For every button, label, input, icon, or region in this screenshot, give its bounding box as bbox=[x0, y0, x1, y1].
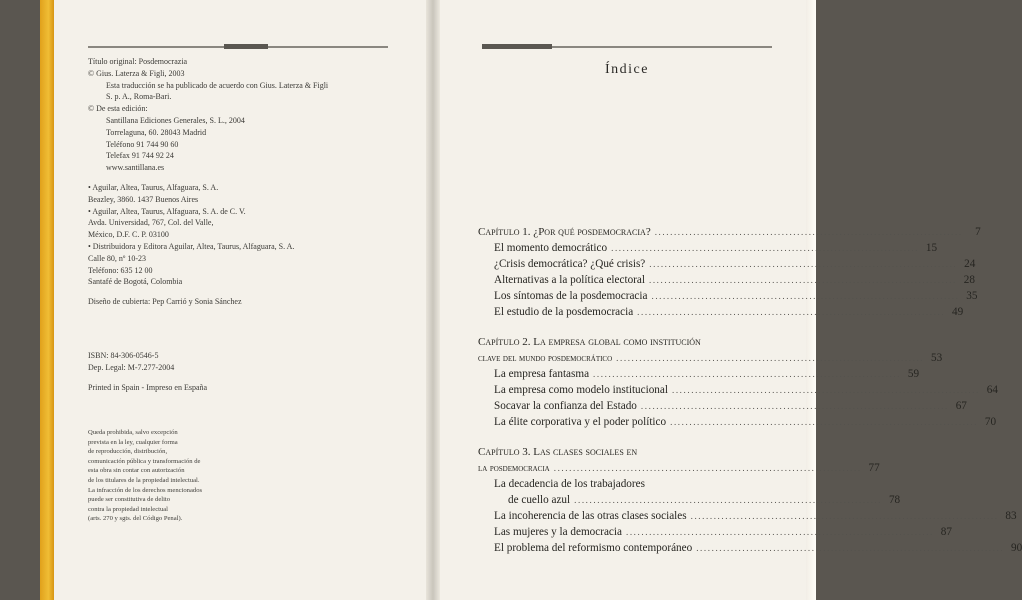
toc-leader-dots: ................................................................................ bbox=[648, 275, 957, 285]
imprint-line: Telefax 91 744 92 24 bbox=[106, 151, 174, 161]
distributor-line: México, D.F. C. P. 03100 bbox=[88, 230, 169, 240]
toc-leader-dots: ................................................................................ bbox=[616, 353, 925, 363]
legal-line: esta obra sin contar con autorización bbox=[88, 467, 185, 475]
distributor-line: Calle 80, nº 10-23 bbox=[88, 253, 147, 263]
distributor-line: • Aguilar, Altea, Taurus, Alfaguara, S. A. de C. V. bbox=[88, 206, 246, 216]
distributors bbox=[88, 182, 398, 288]
distributor-line: Teléfono: 635 12 00 bbox=[88, 265, 153, 275]
toc-page-number: 77 bbox=[868, 462, 880, 474]
toc-entry-title: clave del mundo posdemocrático bbox=[478, 353, 613, 364]
toc-entry-title: Socavar la confianza del Estado bbox=[494, 400, 637, 412]
legal-notice bbox=[88, 428, 248, 524]
toc-entry-title: La empresa como modelo institucional bbox=[494, 384, 668, 396]
toc-page-number: 35 bbox=[966, 290, 978, 302]
book-gutter bbox=[426, 0, 440, 600]
toc-leader-dots: ................................................................................ bbox=[593, 369, 902, 379]
toc-page-number: 83 bbox=[1005, 510, 1017, 522]
legal-line: (arts. 270 y sgts. del Código Penal). bbox=[88, 515, 183, 523]
toc-section-row[interactable] bbox=[478, 416, 997, 432]
distributor-line: Santafé de Bogotá, Colombia bbox=[88, 277, 183, 287]
legal-line: prevista en la ley, cualquier forma bbox=[88, 438, 178, 446]
toc-entry-title: La incoherencia de las otras clases sociales bbox=[494, 510, 687, 522]
toc-chapter-row[interactable] bbox=[478, 336, 770, 352]
toc-entry-title: ¿Crisis democrática? ¿Qué crisis? bbox=[494, 258, 646, 270]
toc-leader-dots: ................................................................................ bbox=[611, 243, 920, 253]
toc-page-number: 7 bbox=[975, 226, 981, 238]
toc-page-number: 15 bbox=[925, 242, 938, 254]
distributor-line: Avda. Universidad, 767, Col. del Valle, bbox=[88, 218, 214, 228]
toc-page-number: 64 bbox=[986, 384, 998, 396]
imprint-line: S. p. A., Roma-Bari. bbox=[106, 92, 172, 102]
toc-chapter-row[interactable] bbox=[478, 226, 981, 242]
toc-page-number: 59 bbox=[907, 368, 920, 380]
distributor-line: Beazley, 3860. 1437 Buenos Aires bbox=[88, 194, 199, 204]
toc-entry-title: El momento democrático bbox=[494, 242, 608, 254]
imprint-line: Teléfono 91 744 90 60 bbox=[106, 139, 179, 149]
toc-section-row[interactable] bbox=[478, 542, 1022, 558]
imprint-lines bbox=[88, 56, 398, 174]
legal-line: de reproducción, distribución, bbox=[88, 448, 168, 456]
toc-section-row[interactable] bbox=[478, 384, 998, 400]
toc-section-row[interactable] bbox=[478, 526, 952, 542]
toc-chapter-row[interactable] bbox=[478, 446, 770, 462]
toc-entry-title: La empresa fantasma bbox=[494, 368, 590, 380]
imprint-line: Santillana Ediciones Generales, S. L., 2004 bbox=[106, 115, 245, 125]
toc-section-row[interactable] bbox=[478, 400, 967, 416]
toc-leader-dots: ................................................................................ bbox=[651, 291, 960, 301]
toc-page-number: 90 bbox=[1011, 542, 1022, 554]
toc-leader-dots: ................................................................................ bbox=[654, 227, 963, 237]
imprint-line: www.santillana.es bbox=[106, 163, 165, 173]
toc-leader-dots: ................................................................................ bbox=[637, 307, 946, 317]
toc-section-row[interactable] bbox=[478, 478, 770, 494]
toc-entry-title: El problema del reformismo contemporáneo bbox=[494, 542, 693, 554]
legal-line: contra la propiedad intelectual bbox=[88, 505, 169, 513]
legal-line: puede ser constitutiva de delito bbox=[88, 496, 171, 504]
toc-page-number: 49 bbox=[951, 306, 964, 318]
cover-edge bbox=[40, 0, 54, 600]
imprint-line: © De esta edición: bbox=[88, 104, 148, 114]
toc-page-number: 87 bbox=[940, 526, 952, 538]
toc-page-number: 28 bbox=[963, 274, 975, 286]
legal-line: La infracción de los derechos mencionados bbox=[88, 486, 203, 494]
toc-leader-dots: ................................................................................ bbox=[649, 259, 958, 269]
toc-entry-title: Alternativas a la política electoral bbox=[494, 274, 645, 286]
toc-page-number: 70 bbox=[984, 416, 997, 428]
toc-entry-title: Las mujeres y la democracia bbox=[494, 526, 622, 538]
toc-section-row[interactable] bbox=[478, 258, 976, 274]
legal-line: comunicación pública y transformación de bbox=[88, 457, 201, 465]
toc-entry-title: La decadencia de los trabajadores bbox=[494, 478, 645, 490]
toc-entry-title: la posdemocracia bbox=[478, 463, 550, 474]
toc-chapter-row[interactable] bbox=[478, 352, 943, 368]
imprint-line: Esta traducción se ha publicado de acuerdo con Gius. Laterza & Figli bbox=[106, 80, 329, 90]
toc-leader-dots: ................................................................................ bbox=[670, 417, 979, 427]
toc-leader-dots: ................................................................................ bbox=[625, 527, 934, 537]
toc-page-number: 24 bbox=[964, 258, 976, 270]
distributor-line: • Distribuidora y Editora Aguilar, Altea, Taurus, Alfaguara, S. A. bbox=[88, 241, 295, 251]
toc-section-row[interactable] bbox=[478, 494, 901, 510]
toc-entry-title: de cuello azul bbox=[508, 494, 571, 506]
toc-entry-title: Capítulo 3. Las clases sociales en bbox=[478, 446, 638, 458]
imprint-line: Título original: Posdemocrazia bbox=[88, 57, 188, 66]
printed-in: Printed in Spain - Impreso en España bbox=[88, 382, 208, 392]
toc-page-number: 78 bbox=[888, 494, 901, 506]
toc-entry-title: Los síntomas de la posdemocracia bbox=[494, 290, 648, 302]
toc-section-row[interactable] bbox=[478, 290, 978, 306]
toc-leader-dots: ................................................................................ bbox=[640, 401, 949, 411]
toc-leader-dots: ................................................................................ bbox=[574, 495, 883, 505]
left-rule bbox=[88, 46, 388, 48]
toc-leader-dots: ................................................................................ bbox=[553, 463, 862, 473]
toc-leader-dots: ................................................................................ bbox=[671, 385, 980, 395]
toc-entry-title: Capítulo 2. La empresa global como institución bbox=[478, 336, 701, 348]
toc-chapter-row[interactable] bbox=[478, 462, 880, 478]
legal-deposit: Dep. Legal: M-7.277-2004 bbox=[88, 362, 175, 372]
imprint-block bbox=[88, 56, 398, 393]
toc-entry-title: Capítulo 1. ¿Por qué posdemocracia? bbox=[478, 226, 651, 238]
toc-section-row[interactable] bbox=[478, 242, 938, 258]
toc-entry-title: El estudio de la posdemocracia bbox=[494, 306, 634, 318]
toc-section-row[interactable] bbox=[478, 368, 920, 384]
toc-page-number: 67 bbox=[955, 400, 967, 412]
toc-page-number: 53 bbox=[930, 352, 943, 364]
toc-leader-dots: ................................................................................ bbox=[696, 543, 1005, 553]
toc-section-row[interactable] bbox=[478, 510, 1017, 526]
legal-line: de los titulares de la propiedad intelectual. bbox=[88, 476, 200, 484]
cover-design: Diseño de cubierta: Pep Carrió y Sonia Sánchez bbox=[88, 297, 242, 307]
isbn: ISBN: 84-306-0546-5 bbox=[88, 350, 159, 360]
toc-section-row[interactable] bbox=[478, 274, 975, 290]
right-rule bbox=[482, 46, 772, 48]
imprint-line: Torrelaguna, 60. 28043 Madrid bbox=[106, 127, 207, 137]
legal-line: Queda prohibida, salvo excepción bbox=[88, 429, 178, 436]
imprint-line: © Gius. Laterza & Figli, 2003 bbox=[88, 68, 185, 78]
table-of-contents bbox=[478, 226, 1022, 558]
distributor-line: • Aguilar, Altea, Taurus, Alfaguara, S. A. bbox=[88, 182, 219, 192]
toc-entry-title: La élite corporativa y el poder político bbox=[494, 416, 667, 428]
toc-section-row[interactable] bbox=[478, 306, 964, 322]
toc-leader-dots: ................................................................................ bbox=[690, 511, 999, 521]
index-title: Índice bbox=[605, 62, 649, 77]
